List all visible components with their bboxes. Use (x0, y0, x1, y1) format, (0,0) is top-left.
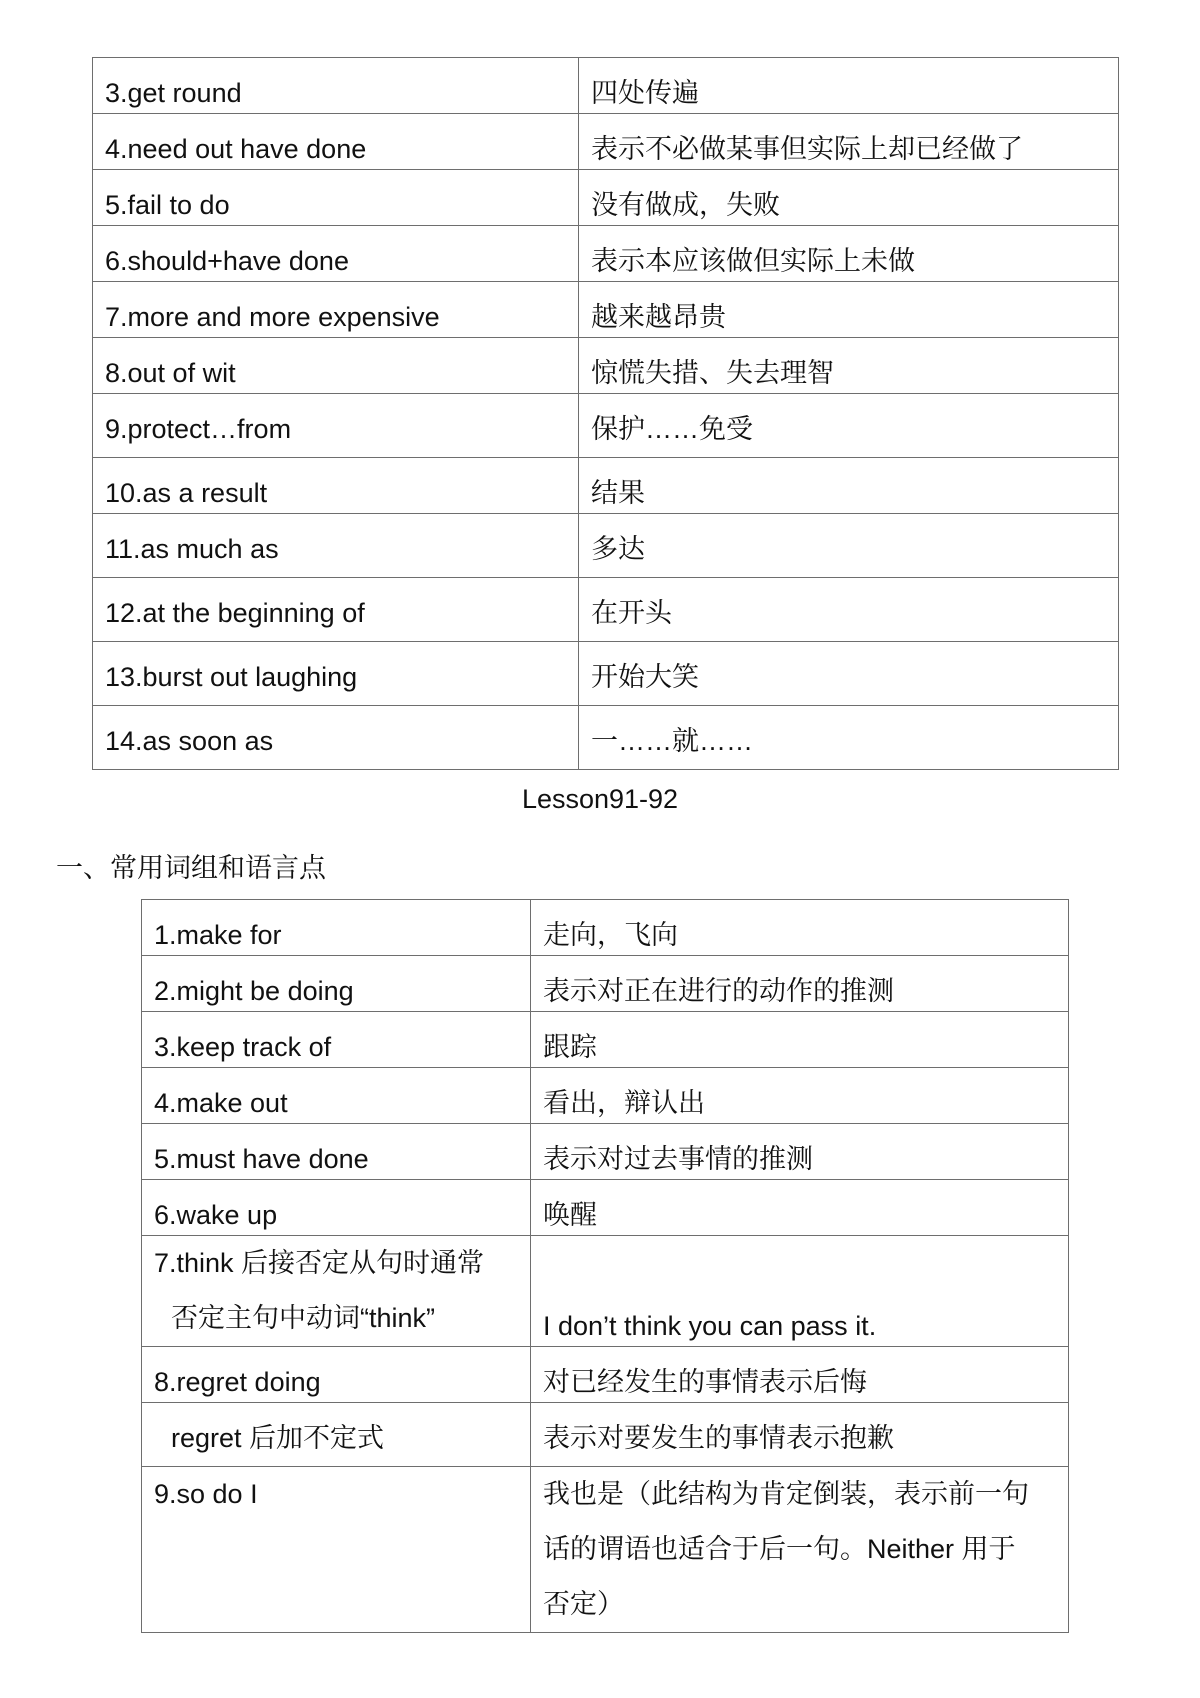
table-row (142, 1236, 1069, 1347)
table-row (93, 170, 1119, 226)
phrase-cell: 5.fail to do (93, 170, 579, 226)
phrase-cell: 9.protect…from (93, 394, 579, 458)
phrase-cell: 4.need out have done (93, 114, 579, 170)
table-row (142, 1467, 1069, 1633)
phrase-cell: regret 后加不定式 (142, 1403, 531, 1467)
table-row (142, 1180, 1069, 1236)
meaning-cell: 表示不必做某事但实际上却已经做了 (579, 114, 1119, 170)
table-row (142, 1347, 1069, 1403)
table-row (93, 226, 1119, 282)
phrase-cell: 6.wake up (142, 1180, 531, 1236)
phrase-cell: 6.should+have done (93, 226, 579, 282)
meaning-cell: 跟踪 (531, 1012, 1069, 1068)
phrase-cell: 5.must have done (142, 1124, 531, 1180)
table-row (142, 1068, 1069, 1124)
table-row (93, 642, 1119, 706)
phrase-cell: 10.as a result (93, 458, 579, 514)
table-row (142, 1012, 1069, 1068)
meaning-cell: 在开头 (579, 578, 1119, 642)
meaning-cell: 对已经发生的事情表示后悔 (531, 1347, 1069, 1403)
table-row (93, 282, 1119, 338)
table-row (142, 956, 1069, 1012)
table-row (142, 1124, 1069, 1180)
meaning-cell: 唤醒 (531, 1180, 1069, 1236)
section-heading: 一、常用词组和语言点 (56, 853, 326, 883)
meaning-cell: 表示对要发生的事情表示抱歉 (531, 1403, 1069, 1467)
table-row (93, 458, 1119, 514)
phrase-cell: 1.make for (142, 900, 531, 956)
table-row (142, 1403, 1069, 1467)
meaning-cell: 越来越昂贵 (579, 282, 1119, 338)
table-row (142, 900, 1069, 956)
phrase-cell: 3.get round (93, 58, 579, 114)
meaning-cell: I don’t think you can pass it. (531, 1236, 1069, 1347)
lesson-heading: Lesson91-92 (521, 784, 679, 814)
meaning-cell: 表示对正在进行的动作的推测 (531, 956, 1069, 1012)
phrase-cell: 8.regret doing (142, 1347, 531, 1403)
vocab-table-bottom (141, 899, 1069, 1633)
table-row (93, 114, 1119, 170)
phrase-cell: 13.burst out laughing (93, 642, 579, 706)
phrase-cell: 3.keep track of (142, 1012, 531, 1068)
meaning-cell: 没有做成，失败 (579, 170, 1119, 226)
phrase-cell: 2.might be doing (142, 956, 531, 1012)
phrase-cell: 7.think 后接否定从句时通常 否定主句中动词“think” (142, 1236, 531, 1347)
phrase-cell: 12.at the beginning of (93, 578, 579, 642)
meaning-cell: 开始大笑 (579, 642, 1119, 706)
table-row (93, 338, 1119, 394)
meaning-cell: 惊慌失措、失去理智 (579, 338, 1119, 394)
meaning-cell: 保护……免受 (579, 394, 1119, 458)
meaning-cell: 看出，辩认出 (531, 1068, 1069, 1124)
phrase-cell: 9.so do I (142, 1467, 531, 1633)
phrase-cell: 4.make out (142, 1068, 531, 1124)
meaning-cell: 我也是（此结构为肯定倒装，表示前一句 话的谓语也适合于后一句。Neither 用于 否定） (531, 1467, 1069, 1633)
phrase-cell: 14.as soon as (93, 706, 579, 770)
meaning-cell: 一……就…… (579, 706, 1119, 770)
meaning-cell: 四处传遍 (579, 58, 1119, 114)
phrase-cell: 7.more and more expensive (93, 282, 579, 338)
table-row (93, 706, 1119, 770)
meaning-cell: 结果 (579, 458, 1119, 514)
table-row (93, 58, 1119, 114)
phrase-cell: 11.as much as (93, 514, 579, 578)
table-row (93, 394, 1119, 458)
meaning-cell: 表示对过去事情的推测 (531, 1124, 1069, 1180)
meaning-cell: 表示本应该做但实际上未做 (579, 226, 1119, 282)
phrase-cell: 8.out of wit (93, 338, 579, 394)
vocab-table-top (92, 57, 1119, 770)
table-row (93, 578, 1119, 642)
meaning-cell: 走向，飞向 (531, 900, 1069, 956)
meaning-cell: 多达 (579, 514, 1119, 578)
table-row (93, 514, 1119, 578)
